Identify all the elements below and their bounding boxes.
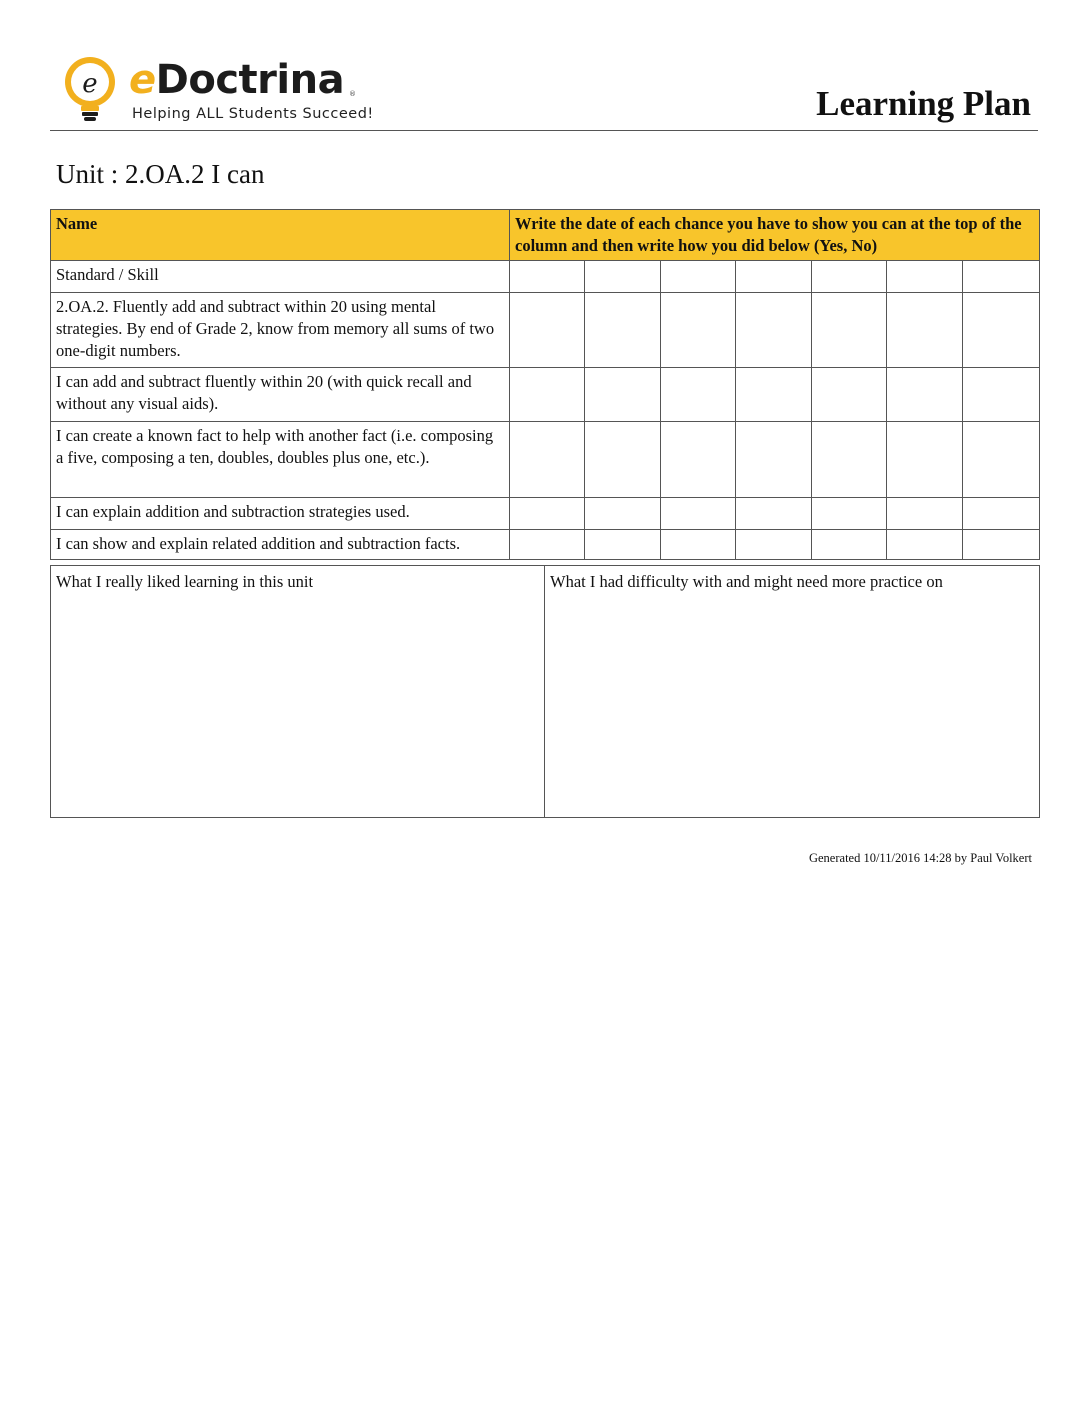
result-cell[interactable]	[887, 498, 963, 530]
date-cell[interactable]	[585, 261, 661, 293]
result-cell[interactable]	[736, 368, 812, 422]
reflection-table	[50, 565, 1040, 818]
date-cell[interactable]	[963, 261, 1040, 293]
date-cell[interactable]	[887, 261, 963, 293]
generated-footer: Generated 10/11/2016 14:28 by Paul Volkert	[808, 851, 1032, 865]
table-row	[51, 422, 1040, 498]
skill-text: 2.OA.2. Fluently add and subtract within 20 using mental strategies. By end of Grade 2, know from memory all sums of two one-digit numbers.	[51, 293, 510, 368]
result-cell[interactable]	[661, 293, 736, 368]
result-cell[interactable]	[736, 293, 812, 368]
skill-text: I can add and subtract fluently within 20 (with quick recall and without any visual aids).	[51, 368, 510, 422]
result-cell[interactable]	[585, 293, 661, 368]
table-row	[51, 293, 1040, 368]
result-cell[interactable]	[510, 422, 585, 498]
skill-text: I can create a known fact to help with another fact (i.e. composing a five, composing a ten, doubles, doubles plus one, etc.).	[51, 422, 510, 498]
result-cell[interactable]	[812, 293, 887, 368]
result-cell[interactable]	[661, 530, 736, 560]
reflection-row	[51, 566, 1040, 818]
result-cell[interactable]	[736, 498, 812, 530]
svg-text:e: e	[82, 69, 98, 99]
difficulty-prompt: What I had difficulty with and might need more practice on	[550, 572, 943, 591]
liked-learning-prompt: What I really liked learning in this unit	[56, 572, 314, 591]
result-cell[interactable]	[963, 422, 1040, 498]
instruction-header: Write the date of each chance you have to show you can at the top of the column and then write how you did below (Yes, No)	[510, 210, 1040, 261]
result-cell[interactable]	[963, 498, 1040, 530]
table-row	[51, 530, 1040, 560]
result-cell[interactable]	[585, 422, 661, 498]
result-cell[interactable]	[510, 498, 585, 530]
skill-text: I can explain addition and subtraction strategies used.	[51, 498, 510, 530]
result-cell[interactable]	[812, 422, 887, 498]
date-cell[interactable]	[736, 261, 812, 293]
result-cell[interactable]	[585, 530, 661, 560]
result-cell[interactable]	[736, 422, 812, 498]
standard-skill-label: Standard / Skill	[51, 261, 510, 293]
result-cell[interactable]	[585, 368, 661, 422]
learning-plan-table	[50, 209, 1040, 560]
table-row	[51, 498, 1040, 530]
result-cell[interactable]	[510, 530, 585, 560]
date-cell[interactable]	[661, 261, 736, 293]
date-cell[interactable]	[510, 261, 585, 293]
result-cell[interactable]	[661, 498, 736, 530]
difficulty-box[interactable]	[545, 566, 1040, 818]
result-cell[interactable]	[963, 530, 1040, 560]
registered-mark: ®	[349, 90, 356, 98]
result-cell[interactable]	[887, 368, 963, 422]
brand-tagline: Helping ALL Students Succeed!	[132, 106, 374, 122]
result-cell[interactable]	[963, 293, 1040, 368]
result-cell[interactable]	[887, 293, 963, 368]
result-cell[interactable]	[661, 368, 736, 422]
unit-title: Unit : 2.OA.2 I can	[56, 159, 265, 189]
result-cell[interactable]	[963, 368, 1040, 422]
name-header: Name	[51, 210, 510, 261]
document-title: Learning Plan	[816, 84, 1031, 123]
skill-text: I can show and explain related addition and subtraction facts.	[51, 530, 510, 560]
table-row	[51, 368, 1040, 422]
header-divider	[50, 130, 1038, 131]
result-cell[interactable]	[736, 530, 812, 560]
result-cell[interactable]	[812, 498, 887, 530]
result-cell[interactable]	[812, 368, 887, 422]
result-cell[interactable]	[661, 422, 736, 498]
result-cell[interactable]	[887, 422, 963, 498]
brand-name: eDoctrina	[129, 57, 345, 103]
lightbulb-logo-icon	[55, 54, 135, 126]
table-header-row	[51, 210, 1040, 261]
result-cell[interactable]	[510, 293, 585, 368]
liked-learning-box[interactable]	[51, 566, 545, 818]
date-cell[interactable]	[812, 261, 887, 293]
result-cell[interactable]	[887, 530, 963, 560]
edoctrina-logo	[55, 54, 375, 126]
result-cell[interactable]	[510, 368, 585, 422]
result-cell[interactable]	[812, 530, 887, 560]
table-row	[51, 261, 1040, 293]
result-cell[interactable]	[585, 498, 661, 530]
